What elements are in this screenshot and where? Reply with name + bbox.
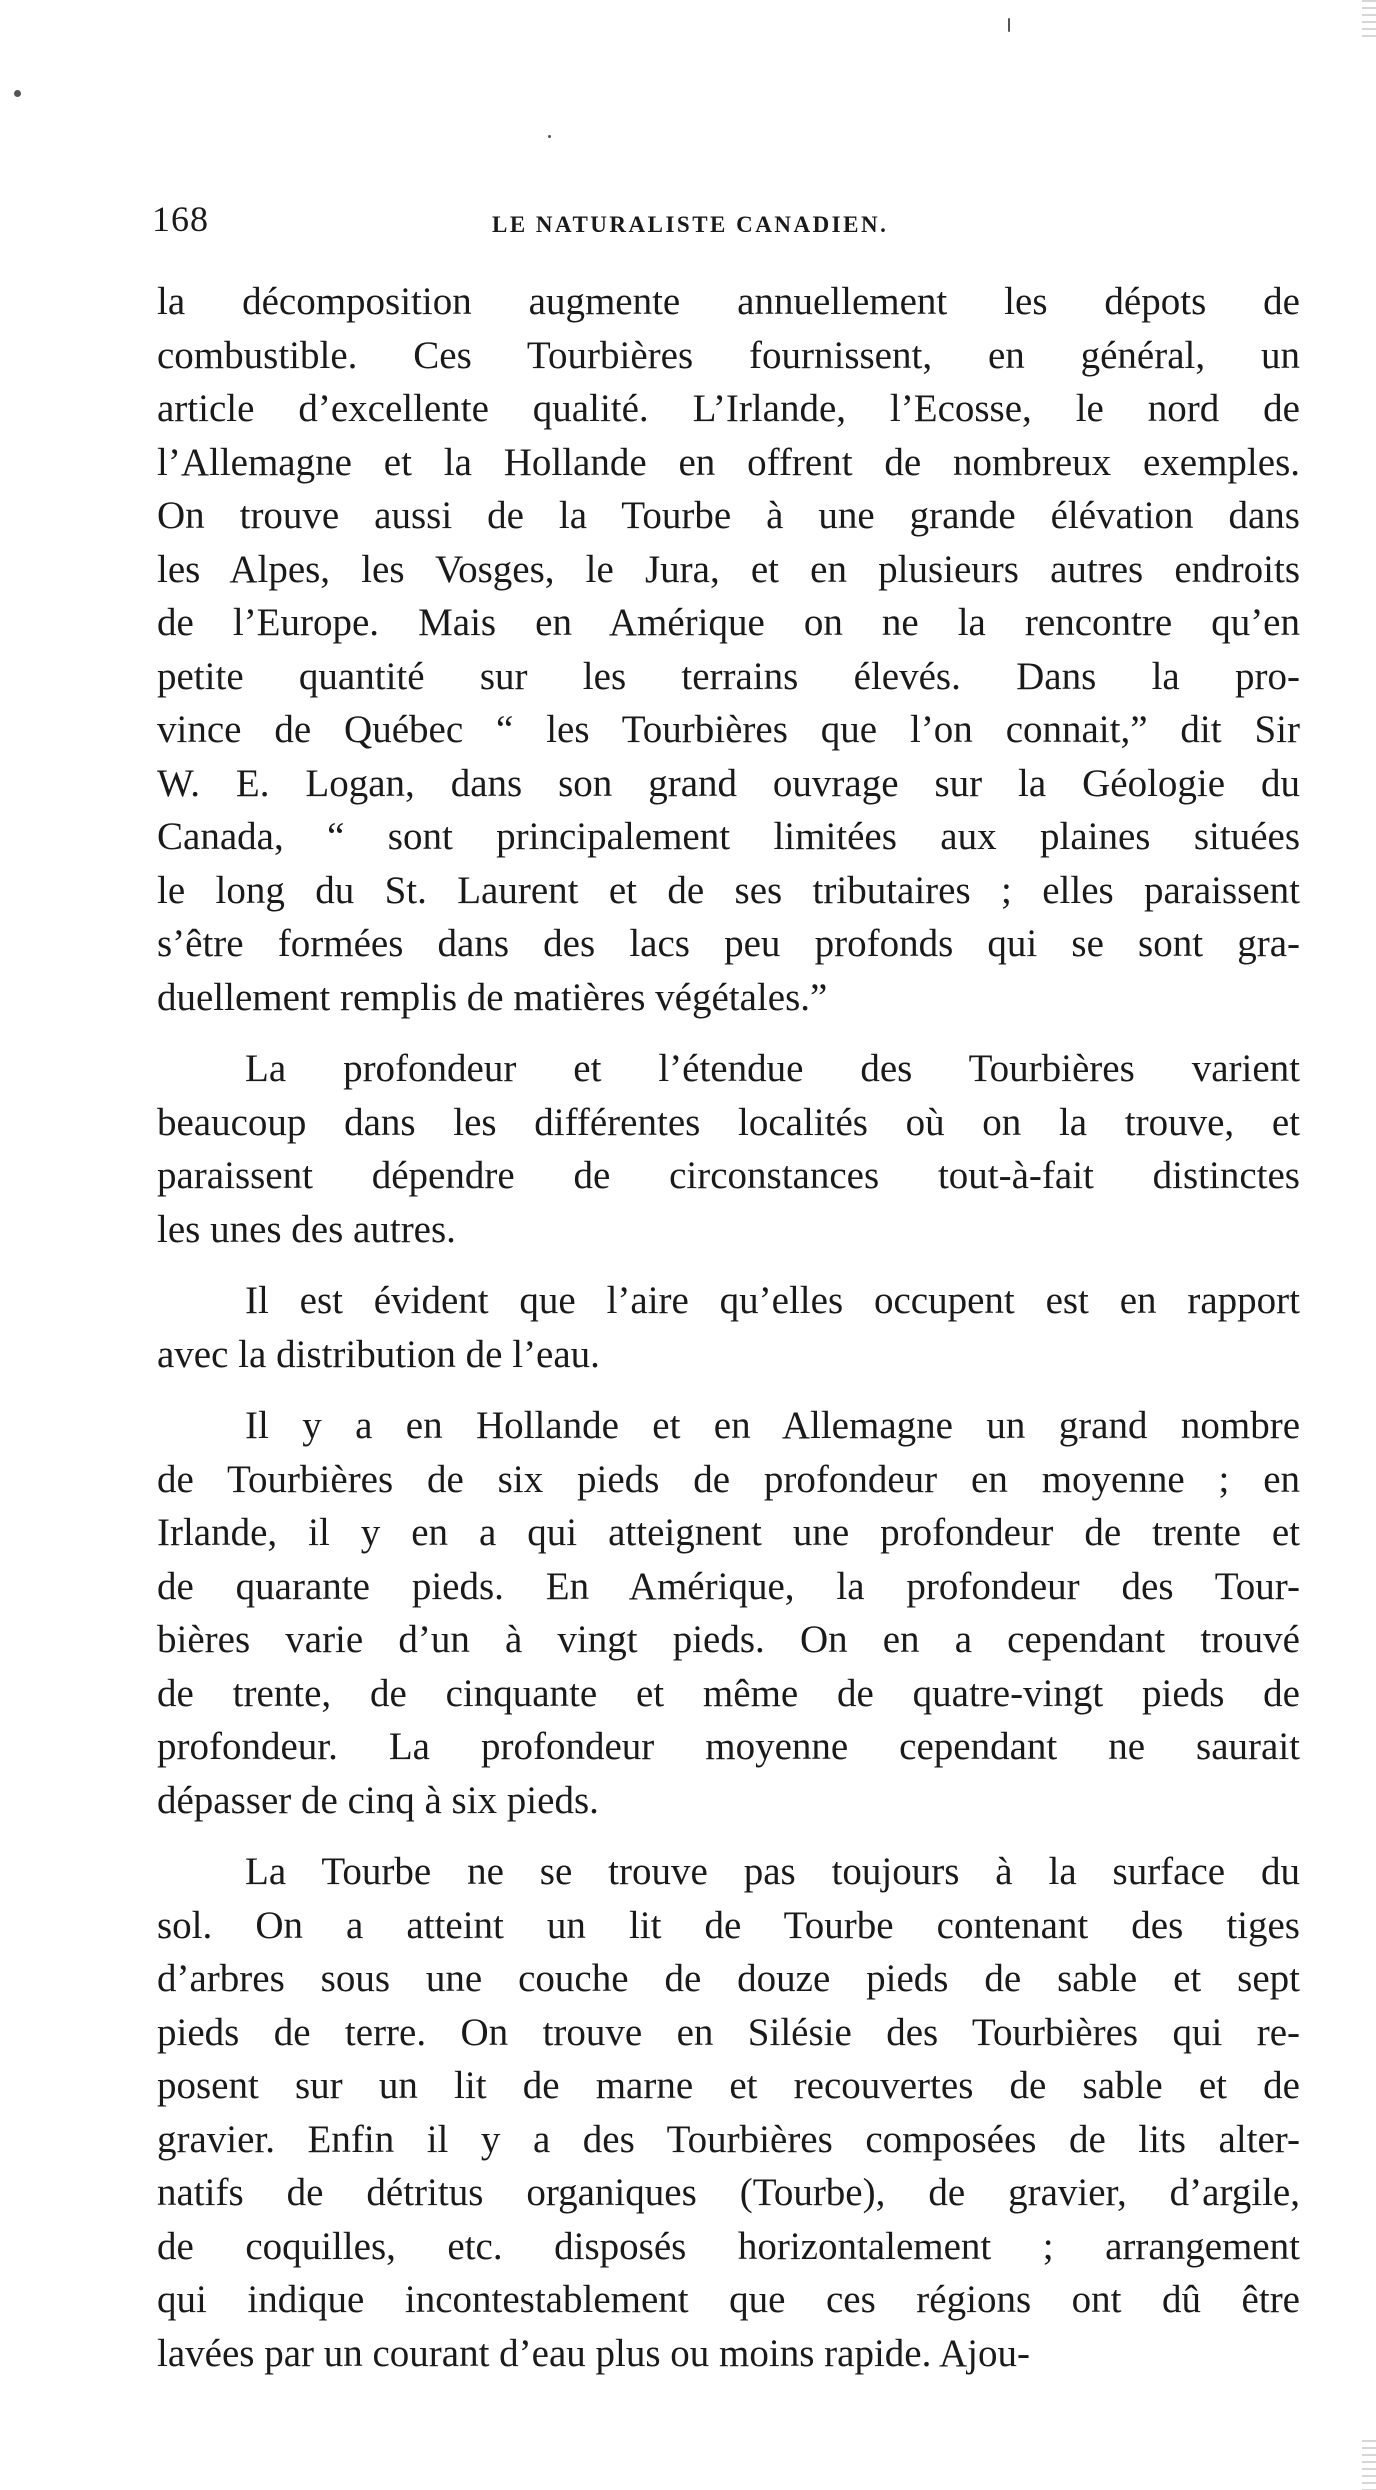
text-line: de trente, de cinquante et même de quatre-vingt pieds de	[157, 1671, 1300, 1715]
text-line: lavées par un courant d’eau plus ou moins rapide. Ajou-	[157, 2331, 1030, 2375]
text-line: Canada, “ sont principalement limitées aux plaines situées	[157, 815, 1300, 858]
paragraph	[157, 1399, 1300, 1827]
text-line: Il y a en Hollande et en Allemagne un grand nombre	[245, 1404, 1300, 1447]
page-number: 168	[152, 199, 209, 239]
scan-speck	[1008, 18, 1010, 32]
text-line: On trouve aussi de la Tourbe à une grande élévation dans	[157, 494, 1300, 537]
text-line: de Tourbières de six pieds de profondeur en moyenne ; en	[157, 1457, 1300, 1501]
text-line: posent sur un lit de marne et recouvertes de sable et de	[157, 2064, 1300, 2107]
text-line: W. E. Logan, dans son grand ouvrage sur la Géologie du	[157, 761, 1300, 805]
text-line: dépasser de cinq à six pieds.	[157, 1778, 599, 1822]
text-line: sol. On a atteint un lit de Tourbe contenant des tiges	[157, 1903, 1300, 1947]
text-line: de l’Europe. Mais en Amérique on ne la rencontre qu’en	[157, 601, 1300, 644]
text-line: duellement remplis de matières végétales.”	[157, 975, 828, 1019]
scan-speck	[14, 90, 21, 97]
text-line: vince de Québec “ les Tourbières que l’on connait,” dit Sir	[157, 708, 1300, 751]
text-line: paraissent dépendre de circonstances tout-à-fait distinctes	[157, 1154, 1300, 1197]
text-line: le long du St. Laurent et de ses tributaires ; elles paraissent	[157, 868, 1300, 912]
text-line: Irlande, il y en a qui atteignent une profondeur de trente et	[157, 1511, 1300, 1554]
scan-edge-noise	[1362, 2440, 1376, 2490]
text-line: beaucoup dans les différentes localités où on la trouve, et	[157, 1100, 1300, 1144]
running-title: LE NATURALISTE CANADIEN.	[492, 212, 889, 237]
text-line: article d’excellente qualité. L’Irlande, l’Ecosse, le nord de	[157, 387, 1300, 430]
text-line: d’arbres sous une couche de douze pieds de sable et sept	[157, 1957, 1300, 2000]
text-line: avec la distribution de l’eau.	[157, 1332, 600, 1376]
text-line: l’Allemagne et la Hollande en offrent de nombreux exemples.	[157, 440, 1300, 484]
text-line: qui indique incontestablement que ces régions ont dû être	[157, 2278, 1300, 2321]
text-line: de coquilles, etc. disposés horizontalement ; arrangement	[157, 2224, 1300, 2268]
text-line: bières varie d’un à vingt pieds. On en a cependant trouvé	[157, 1618, 1300, 1661]
body-text	[157, 275, 1300, 2398]
page-header	[152, 198, 1302, 246]
paragraph	[157, 275, 1300, 1024]
text-line: La Tourbe ne se trouve pas toujours à la surface du	[245, 1850, 1300, 1893]
text-line: combustible. Ces Tourbières fournissent, en général, un	[157, 333, 1300, 377]
text-line: natifs de détritus organiques (Tourbe), de gravier, d’argile,	[157, 2171, 1300, 2214]
paragraph	[157, 1274, 1300, 1381]
text-line: La profondeur et l’étendue des Tourbières varient	[245, 1047, 1300, 1090]
paragraph	[157, 1042, 1300, 1256]
text-line: Il est évident que l’aire qu’elles occupent est en rapport	[245, 1279, 1300, 1322]
text-line: la décomposition augmente annuellement les dépots de	[157, 280, 1300, 323]
text-line: petite quantité sur les terrains élevés. Dans la pro-	[157, 654, 1300, 698]
text-line: de quarante pieds. En Amérique, la profondeur des Tour-	[157, 1564, 1300, 1608]
text-line: les Alpes, les Vosges, le Jura, et en plusieurs autres endroits	[157, 547, 1300, 591]
text-line: gravier. Enfin il y a des Tourbières composées de lits alter-	[157, 2117, 1300, 2161]
text-line: profondeur. La profondeur moyenne cependant ne saurait	[157, 1725, 1300, 1768]
scan-edge-noise	[1362, 0, 1376, 40]
text-line: s’être formées dans des lacs peu profonds qui se sont gra-	[157, 922, 1300, 965]
text-line: les unes des autres.	[157, 1207, 456, 1251]
scan-speck	[548, 135, 551, 138]
paragraph	[157, 1845, 1300, 2380]
text-line: pieds de terre. On trouve en Silésie des Tourbières qui re-	[157, 2010, 1300, 2054]
